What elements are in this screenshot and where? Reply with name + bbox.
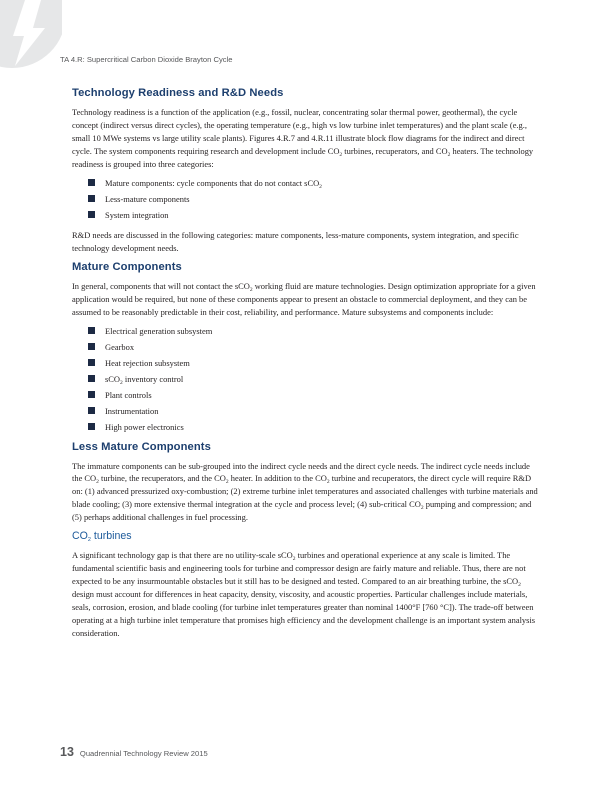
list-item: Electrical generation subsystem (88, 323, 542, 339)
section-heading-less-mature-components: Less Mature Components (72, 440, 211, 453)
paragraph-technology-readiness: Technology readiness is a function of the application (e.g., fossil, nuclear, concentrating solar thermal power, geothermal), the cycle concept (indirect versus direct cycles), the operating temperature (e.g., high vs low turbine inlet temperatures) and the plant scale (e.g., small 10 MWe systems vs large utility scale plants). Figures 4.R.7 and 4.R.11 illustrate block flow diagrams for the indirect and direct cycle. The system components requiring research and development include $CO_2$ turbines, recuperators, and $CO_2$ heaters. The technology readiness is grouped into three categories: (72, 107, 534, 169)
list-item: Less-mature components (88, 191, 542, 207)
list-item: Gearbox (88, 339, 542, 355)
subsection-heading-co2-turbines: $CO_2$ turbines (72, 530, 132, 544)
publication-title: Quadrennial Technology Review 2015 (79, 749, 208, 758)
running-head: TA 4.R: Supercritical Carbon Dioxide Brayton Cycle (60, 55, 233, 64)
page-footer (60, 745, 208, 759)
section-heading-mature-components: Mature Components (72, 260, 182, 273)
readiness-category-list (72, 175, 542, 223)
list-item: System integration (88, 207, 542, 223)
paragraph-co2-turbines: A significant technology gap is that there are no utility-scale sCO$_2$ turbines and operational experience at any scale is limited. The fundamental scientific basis and engineering tools for turbine and compressor design are fairly mature and reliable. Thus, there are not expected to be any insurmountable obstacles but it still has to be designed and tested. Compared to an air breathing turbine, the sCO$_2$ design must account for differences in heat capacity, density, viscosity, and acoustic properties. Particular challenges include materials, seals, corrosion, erosion, and blade cooling (for turbine inlet temperatures greater than nominal 1400°F [760 °C]). The trade-off between operating at a high turbine inlet temperature that promises high efficiency and the development challenge is an important system analysis consideration. (72, 550, 536, 639)
list-item: Mature components: cycle components that do not contact sCO$_2$ (88, 175, 542, 191)
page-number: 13 (60, 745, 74, 759)
list-item: sCO$_2$ inventory control (88, 371, 542, 387)
list-item: Heat rejection subsystem (88, 355, 542, 371)
lightning-logo-icon (0, 0, 62, 82)
paragraph-mature-components: In general, components that will not contact the sCO$_2$ working fluid are mature technologies. Design optimization appropriate for a given application would be required, but none of these components appear to present an obstacle to commercial deployment, and they can be assumed to be reasonably predictable in their cost, reliability, and performance. Mature subsystems and components include: (72, 280, 536, 317)
section-heading-technology-readiness: Technology Readiness and R&D Needs (72, 87, 284, 99)
list-item: Instrumentation (88, 403, 542, 419)
paragraph-less-mature-components: The immature components can be sub-grouped into the indirect cycle needs and the direct cycle needs. The indirect cycle needs include the $CO_2$ turbine, the recuperators, and the $CO_2$ heater. In addition to the $CO_2$ turbine and recuperators, the direct cycle will require R&D on: (1) advanced pressurized oxy-combustion; (2) extreme turbine inlet temperatures and associated challenges with turbine materials and blade cooling; (3) more extensive thermal integration at the cycle and process level; (4) sub-critical $CO_2$ pumping and compression; and (5) perhaps additional challenges in fuel processing. (72, 460, 538, 523)
list-item: High power electronics (88, 419, 542, 435)
page-content (72, 87, 542, 646)
mature-components-list (72, 323, 542, 435)
paragraph-rd-needs: R&D needs are discussed in the following categories: mature components, less-mature components, system integration, and specific technology development needs. (72, 229, 519, 253)
list-item: Plant controls (88, 387, 542, 403)
